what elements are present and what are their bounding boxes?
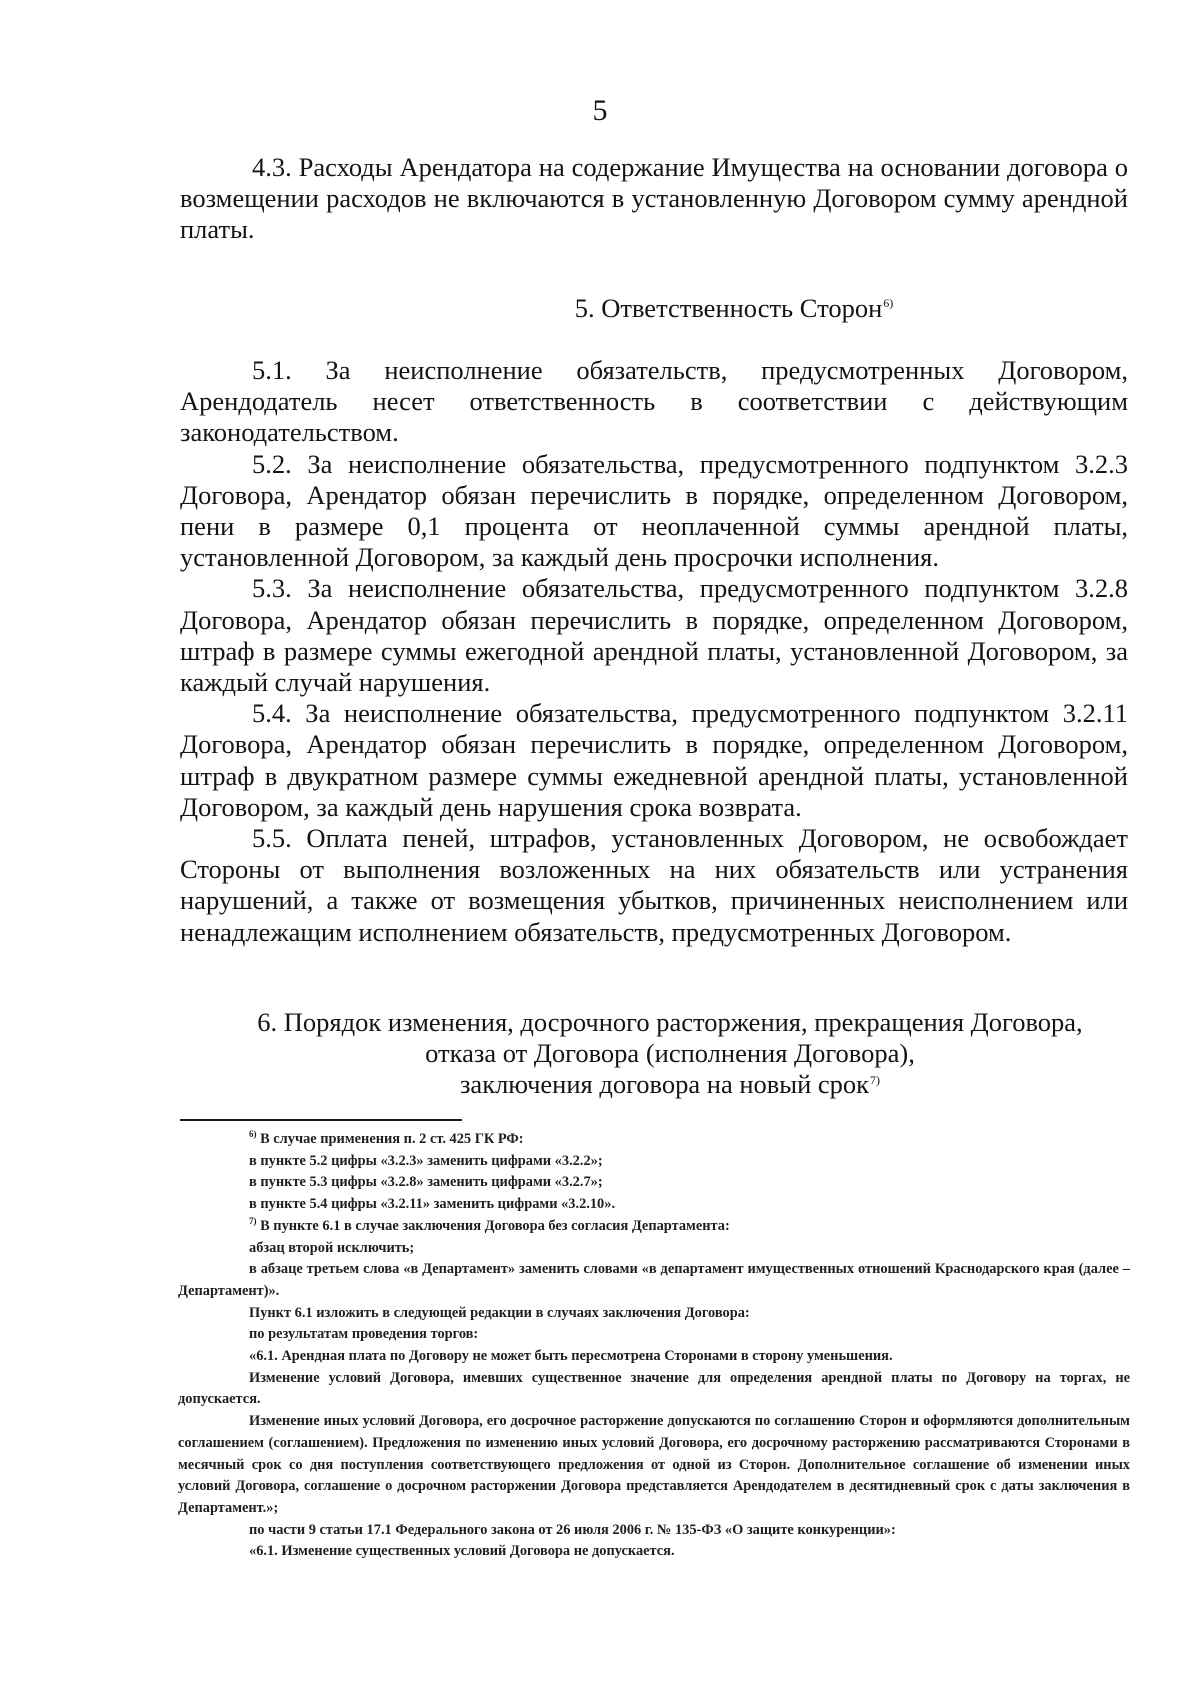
footnote-line: в пункте 5.3 цифры «3.2.8» заменить цифрами «3.2.7»;: [249, 1174, 603, 1191]
paragraph-5-1: 5.1. За неисполнение обязательств, предусмотренных Договором, Арендодатель несет ответственность в соответствии с действующим законодательством.: [180, 355, 1128, 448]
footnote-line: Пункт 6.1 изложить в следующей редакции в случаях заключения Договора:: [249, 1304, 750, 1321]
footnote-line: Изменение условий Договора, имевших существенное значение для определения арендной платы по Договору на торгах, не допускается.: [178, 1369, 1130, 1408]
footnote-line: Изменение иных условий Договора, его досрочное расторжение допускаются по соглашению Сторон и оформляются дополнительным соглашением (соглашением). Предложения по изменению иных условий Договора, его досрочному расторжению рассматриваются Сторонами в месячный срок со дня поступления соответствующего предложения от одной из Сторон. Дополнительное соглашение об изменении иных условий Договора, соглашение о досрочном расторжении Договора представляется Арендодателем в десятидневный срок с даты заключения в Департамент.»;: [178, 1413, 1130, 1516]
paragraph-5-3: 5.3. За неисполнение обязательства, предусмотренного подпунктом 3.2.8 Договора, Арендатор обязан перечислить в порядке, определенном Договором, штраф в размере суммы ежегодной арендной платы, установленной Договором, за каждый случай нарушения.: [180, 573, 1128, 698]
section-5-heading: [260, 293, 1200, 324]
section-6-title-line-2: отказа от Договора (исполнения Договора),: [425, 1038, 915, 1069]
footnote-divider: [180, 1119, 462, 1121]
footnote-line: в пункте 5.2 цифры «3.2.3» заменить цифрами «3.2.2»;: [249, 1152, 603, 1169]
page-number: 5: [592, 94, 608, 127]
section-5-title: 5. Ответственность Сторон: [574, 293, 883, 323]
footnote-ref-7[interactable]: 7): [870, 1072, 881, 1087]
section-6-title-line-3: заключения договора на новый срок: [459, 1069, 870, 1100]
footnote-line: по результатам проведения торгов:: [249, 1326, 479, 1343]
footnote-line: «6.1. Арендная плата по Договору не может быть пересмотрена Сторонами в сторону уменьшения.: [249, 1348, 893, 1365]
paragraph-4-3: 4.3. Расходы Арендатора на содержание Имущества на основании договора о возмещении расходов не включаются в установленную Договором сумму арендной платы.: [180, 152, 1128, 245]
footnote-line: в пункте 5.4 цифры «3.2.11» заменить цифрами «3.2.10».: [249, 1196, 616, 1213]
paragraph-5-4: 5.4. За неисполнение обязательства, предусмотренного подпунктом 3.2.11 Договора, Арендатор обязан перечислить в порядке, определенном Договором, штраф в двукратном размере суммы ежедневной арендной платы, установленной Договором, за каждый день нарушения срока возврата.: [180, 698, 1128, 822]
footnote-line: $^{7)}$ В пункте 6.1 в случае заключения Договора без согласия Департамента:: [249, 1216, 730, 1234]
section-4-3: [180, 152, 1128, 246]
footnote-line: $^{6)}$ В случае применения п. 2 ст. 425 ГК РФ:: [249, 1129, 524, 1147]
section-5-body: [180, 355, 1128, 948]
footnote-mark: 6): [249, 1129, 257, 1140]
paragraph-5-2: 5.2. За неисполнение обязательства, предусмотренного подпунктом 3.2.3 Договора, Арендатор обязан перечислить в порядке, определенном Договором, пени в размере 0,1 процента от неоплаченной суммы арендной платы, установленной Договором, за каждый день просрочки исполнения.: [180, 448, 1128, 573]
paragraph-5-5: 5.5. Оплата пеней, штрафов, установленных Договором, не освобождает Стороны от выполнения возложенных на них обязательств или устранения нарушений, а также от возмещения убытков, причиненных неисполнением или ненадлежащим исполнением обязательств, предусмотренных Договором.: [180, 823, 1128, 947]
section-6-heading: [196, 1007, 1144, 1101]
section-6-title-line-1: 6. Порядок изменения, досрочного расторжения, прекращения Договора,: [257, 1007, 1083, 1037]
footnote-line: абзац второй исключить;: [249, 1239, 415, 1256]
footnote-line: «6.1. Изменение существенных условий Договора не допускается.: [249, 1543, 675, 1560]
footnote-line: по части 9 статьи 17.1 Федерального закона от 26 июля 2006 г. № 135-ФЗ «О защите конкуренции»:: [249, 1521, 896, 1538]
footnote-mark: 7): [249, 1216, 257, 1227]
footnote-ref-6[interactable]: 6): [883, 296, 894, 311]
footnotes: [178, 1129, 1130, 1563]
footnote-line: в абзаце третьем слова «в Департамент» заменить словами «в департамент имущественных отношений Краснодарского края (далее – Департамент)».: [178, 1261, 1130, 1299]
section-6-title-line-3-wrap: [196, 1069, 1144, 1100]
